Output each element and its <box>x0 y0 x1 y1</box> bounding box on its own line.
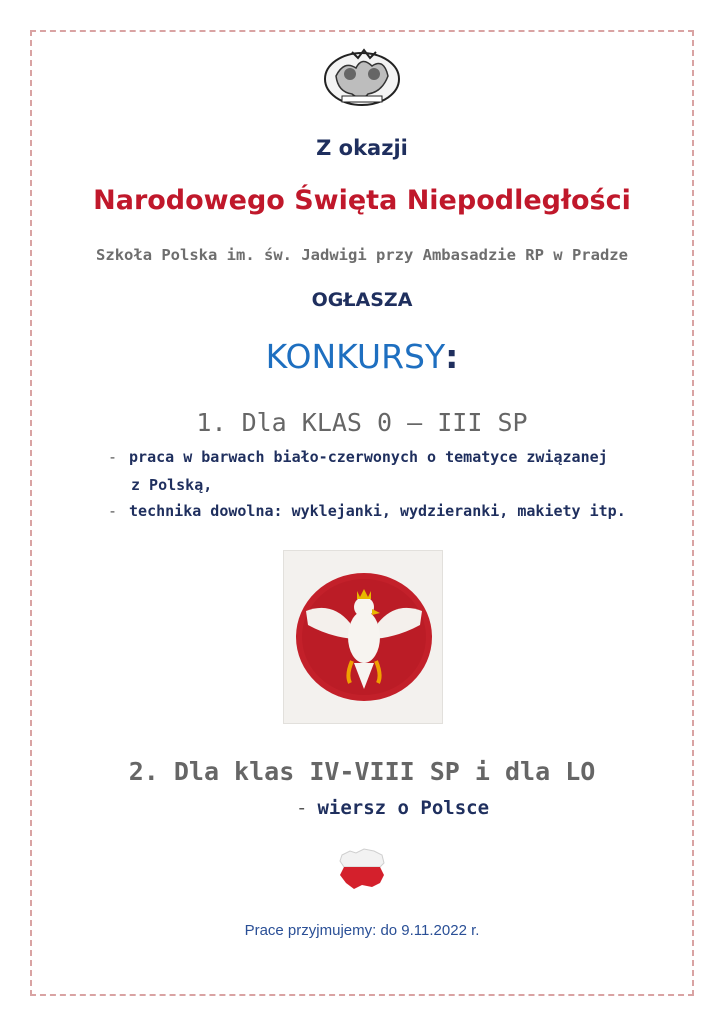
eagle-artwork-photo <box>283 550 443 724</box>
poland-map-white-red-icon <box>336 845 388 893</box>
heading-holiday: Narodowego Święta Niepodległości <box>93 185 631 216</box>
heading-z-okazji: Z okazji <box>316 136 408 160</box>
section-1-bullet-continuation: z Polską, <box>131 476 213 494</box>
white-eagle-on-red-disc-artwork <box>284 551 442 723</box>
announces-label: OGŁASZA <box>311 289 413 311</box>
section-2-title: 2. Dla klas IV-VIII SP i dla LO <box>128 757 596 786</box>
section-1-title: 1. Dla KLAS 0 – III SP <box>196 408 528 437</box>
item-text: wiersz o Polsce <box>317 797 490 819</box>
deadline-text: Prace przyjmujemy: do 9.11.2022 r. <box>244 922 480 939</box>
contests-heading-text: KONKURSY <box>265 337 446 376</box>
section-1-bullet <box>108 502 626 520</box>
contests-heading <box>0 337 724 376</box>
school-emblem-icon <box>322 46 402 108</box>
school-name: Szkoła Polska im. św. Jadwigi przy Ambasadzie RP w Pradze <box>96 246 628 264</box>
section-1-bullet <box>108 448 608 466</box>
section-2-item <box>296 797 489 819</box>
bullet-text: technika dowolna: wyklejanki, wydzieranki, makiety itp. <box>129 502 626 520</box>
bullet-dash: - <box>108 448 118 466</box>
bullet-text: praca w barwach biało-czerwonych o tematyce związanej <box>129 448 608 466</box>
bullet-dash: - <box>108 502 118 520</box>
item-dash: - <box>296 797 308 819</box>
contests-heading-colon: : <box>445 337 459 376</box>
